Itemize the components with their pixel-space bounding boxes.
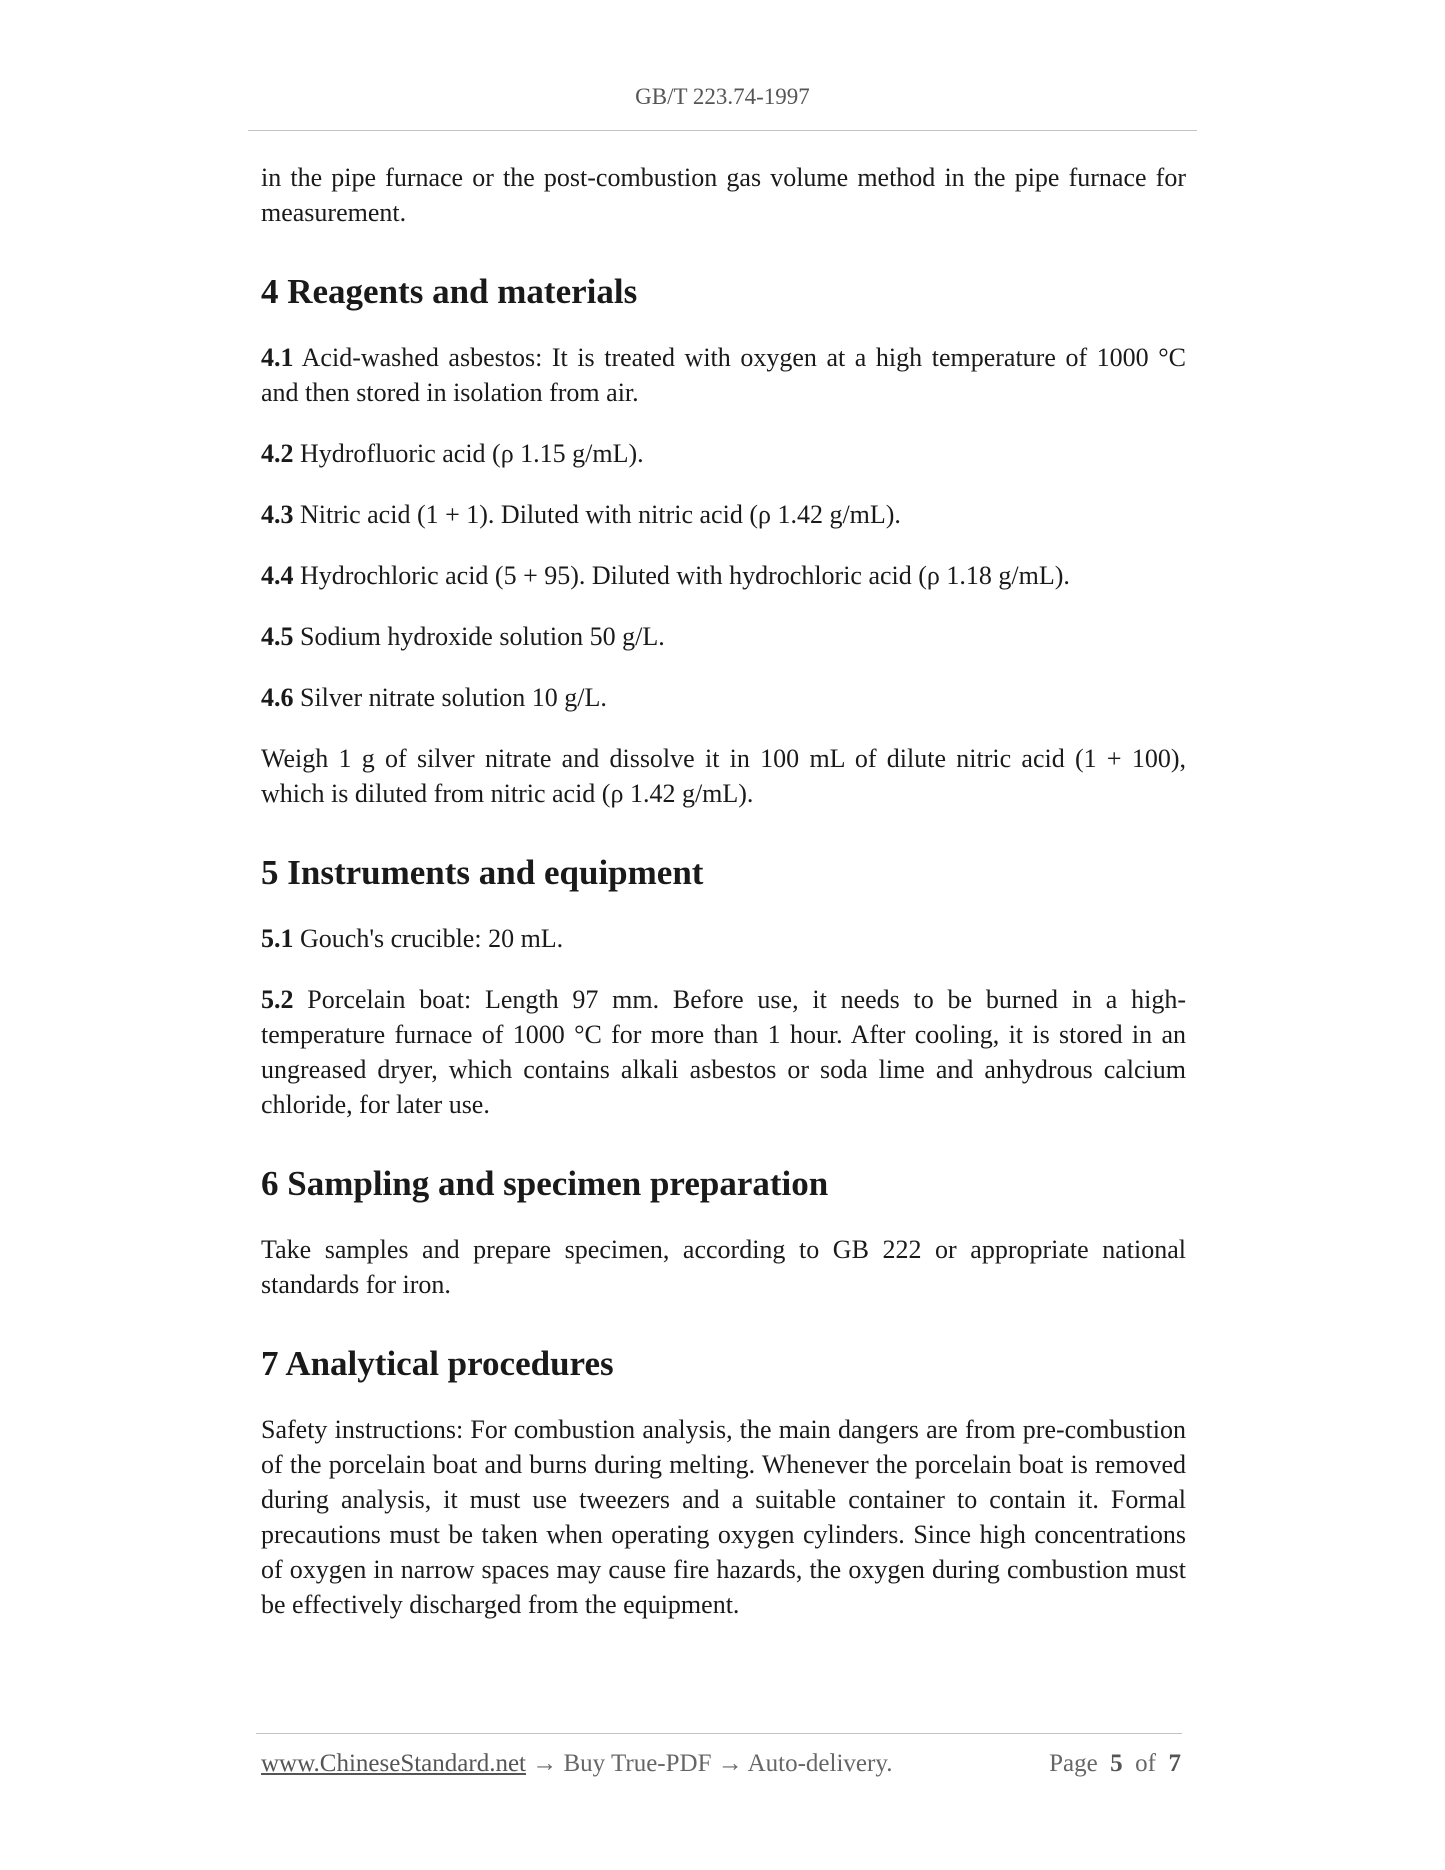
clause-4-3 (261, 497, 1186, 532)
clause-number: 4.2 (261, 439, 294, 468)
page-current: 5 (1110, 1750, 1123, 1777)
clause-4-6-note: Weigh 1 g of silver nitrate and dissolve it in 100 mL of dilute nitric acid (1 + 100), which is diluted from nitric acid (ρ 1.42 g/mL). (261, 744, 1186, 808)
clause-text: Acid-washed asbestos: It is treated with oxygen at a high temperature of 1000 °C and then stored in isolation from air. (261, 343, 1186, 407)
clause-text: Nitric acid (1 + 1). Diluted with nitric acid (ρ 1.42 g/mL). (300, 500, 901, 529)
clause-5-1 (261, 921, 1186, 956)
section-6-heading: 6 Sampling and specimen preparation (261, 1164, 829, 1203)
clause-4-5 (261, 619, 1186, 654)
footer-tagline: → Buy True-PDF → Auto-delivery. (526, 1750, 893, 1777)
clause-text: Hydrofluoric acid (ρ 1.15 g/mL). (300, 439, 644, 468)
clause-4-1 (261, 340, 1186, 410)
section-4-heading: 4 Reagents and materials (261, 272, 638, 311)
clause-text: Hydrochloric acid (5 + 95). Diluted with hydrochloric acid (ρ 1.18 g/mL). (300, 561, 1070, 590)
clause-text: Sodium hydroxide solution 50 g/L. (300, 622, 665, 651)
clause-5-2 (261, 982, 1186, 1122)
page-total: 7 (1168, 1750, 1181, 1777)
section-7-paragraph: Safety instructions: For combustion analysis, the main dangers are from pre-combustion of the porcelain boat and burns during melting. Whenever the porcelain boat is removed during analysis, it must use tweezers and a suitable container to contain it. Formal precautions must be taken when operating oxygen cylinders. Since high concentrations of oxygen in narrow spaces may cause fire hazards, the oxygen during combustion must be effectively discharged from the equipment. (261, 1415, 1186, 1619)
intro-paragraph: in the pipe furnace or the post-combustion gas volume method in the pipe furnace for measurement. (261, 163, 1186, 227)
document-body (261, 160, 1186, 1622)
page-indicator (1049, 1750, 1181, 1778)
clause-text: Gouch's crucible: 20 mL. (300, 924, 564, 953)
page-of: of (1135, 1750, 1156, 1777)
footer-divider (256, 1733, 1182, 1734)
section-5-heading: 5 Instruments and equipment (261, 853, 704, 892)
clause-4-4 (261, 558, 1186, 593)
page-header: GB/T 223.74-1997 (635, 84, 810, 109)
clause-4-2 (261, 436, 1186, 471)
clause-number: 5.1 (261, 924, 294, 953)
header-divider (248, 130, 1197, 131)
clause-4-6 (261, 680, 1186, 715)
clause-number: 4.3 (261, 500, 294, 529)
footer-left (261, 1750, 892, 1778)
clause-text: Porcelain boat: Length 97 mm. Before use, it needs to be burned in a high-temperature furnace of 1000 °C for more than 1 hour. After cooling, it is stored in an ungreased dryer, which contains alkali asbestos or soda lime and anhydrous calcium chloride, for later use. (261, 985, 1187, 1119)
clause-number: 4.6 (261, 683, 294, 712)
section-7-heading: 7 Analytical procedures (261, 1344, 614, 1383)
clause-number: 4.1 (261, 343, 294, 372)
clause-number: 4.4 (261, 561, 294, 590)
clause-text: Silver nitrate solution 10 g/L. (300, 683, 607, 712)
clause-number: 5.2 (261, 985, 294, 1014)
section-6-paragraph: Take samples and prepare specimen, according to GB 222 or appropriate national standards for iron. (261, 1235, 1186, 1299)
page-label: Page (1049, 1750, 1098, 1777)
clause-number: 4.5 (261, 622, 294, 651)
website-link[interactable]: www.ChineseStandard.net (261, 1750, 526, 1777)
